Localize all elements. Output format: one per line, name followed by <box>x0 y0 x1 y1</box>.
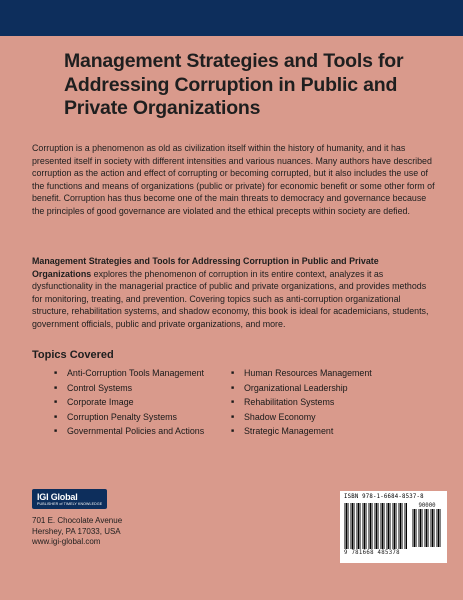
publisher-address <box>32 516 212 548</box>
barcode-bar <box>360 503 361 549</box>
topics-list-right <box>231 366 372 439</box>
topic-item: ■ Anti-Corruption Tools Management <box>54 366 204 381</box>
barcode-bar <box>358 503 360 549</box>
barcode-main-bars <box>344 503 408 549</box>
barcode-bar <box>348 503 349 549</box>
barcode-bar <box>354 503 355 549</box>
topic-item: ■ Strategic Management <box>231 424 372 439</box>
barcode-bar <box>382 503 384 549</box>
topics-heading: Topics Covered <box>32 349 114 361</box>
address-line-1: 701 E. Chocolate Avenue <box>32 516 123 525</box>
publisher-logo-text: IGI Global <box>37 492 78 502</box>
topic-item: ■ Control Systems <box>54 381 204 396</box>
barcode-bar <box>418 509 419 547</box>
barcode-bar <box>398 503 399 549</box>
barcode-bar <box>388 503 390 549</box>
barcode-bar <box>438 509 440 547</box>
barcode-bar <box>390 503 391 549</box>
top-color-band <box>0 0 463 36</box>
barcode-bar <box>424 509 425 547</box>
address-line-2: Hershey, PA 17033, USA <box>32 526 121 536</box>
barcode-bar <box>386 503 387 549</box>
barcode-bar <box>412 509 413 547</box>
barcode-bar <box>422 509 423 547</box>
barcode-bar <box>426 509 428 547</box>
barcode-bar <box>402 503 403 549</box>
ean-number: 9 781668 485378 <box>344 550 400 556</box>
barcode-bar <box>344 503 345 549</box>
barcode-bars <box>344 503 443 549</box>
topic-item: ■ Corruption Penalty Systems <box>54 410 204 425</box>
barcode-bar <box>416 509 417 547</box>
barcode-bar <box>374 503 375 549</box>
barcode-box <box>340 491 447 563</box>
barcode-bar <box>406 503 408 549</box>
description-paragraph-2 <box>32 255 437 331</box>
publisher-logo <box>32 489 107 509</box>
barcode-bar <box>384 503 385 549</box>
barcode-bar <box>364 503 366 549</box>
barcode-bar <box>368 503 369 549</box>
barcode-bar <box>396 503 397 549</box>
barcode-addon-number: 90000 <box>418 503 436 509</box>
description-paragraph-1: Corruption is a phenomenon as old as civilization itself within the history of humanity, and it has presented itself in society with different intensities and various nuances. Many authors have described corruption as the action and effect of corrupting or becoming corrupted, but it also includes the use of the functions and means of organizations (public or private) for economic benefit or some other form of benefit. Corruption has thus become one of the main threats to democracy and governance because the principles of good governance are violated and the ethical precepts within society are defied. <box>32 143 435 216</box>
barcode-addon-bars <box>412 509 442 547</box>
topic-item: ■ Corporate Image <box>54 395 204 410</box>
barcode-bar <box>404 503 405 549</box>
barcode-bar <box>380 503 381 549</box>
barcode-bar <box>414 509 416 547</box>
topic-item: ■ Governmental Policies and Actions <box>54 424 204 439</box>
barcode-bar <box>346 503 348 549</box>
barcode-bar <box>372 503 373 549</box>
topic-item: ■ Shadow Economy <box>231 410 372 425</box>
barcode-bar <box>394 503 396 549</box>
barcode-bar <box>436 509 437 547</box>
barcode-bar <box>356 503 357 549</box>
topic-item: ■ Human Resources Management <box>231 366 372 381</box>
barcode-bar <box>370 503 372 549</box>
barcode-bar <box>400 503 402 549</box>
barcode-bar <box>432 509 434 547</box>
barcode-addon <box>412 503 442 547</box>
barcode-bar <box>392 503 393 549</box>
publisher-website: www.igi-global.com <box>32 537 101 546</box>
barcode-bar <box>420 509 422 547</box>
barcode-bar <box>352 503 354 549</box>
barcode-bar <box>430 509 431 547</box>
topic-item: ■ Organizational Leadership <box>231 381 372 396</box>
book-title: Management Strategies and Tools for Addressing Corruption in Public and Private Organizations <box>64 50 404 119</box>
publisher-logo-tagline: PUBLISHER of TIMELY KNOWLEDGE <box>37 502 103 506</box>
barcode-bar <box>428 509 429 547</box>
barcode-bar <box>434 509 435 547</box>
book-title-bold: Management Strategies and Tools for Addressing Corruption in Public and Private Organizations <box>32 256 379 279</box>
barcode-bar <box>378 503 379 549</box>
barcode-bar <box>440 509 441 547</box>
barcode-bar <box>362 503 363 549</box>
paragraph-2-text: explores the phenomenon of corruption in its entire context, analyzes it as dysfunctionality in the managerial practice of public and private organizations, and provides methods for monitoring, treating, and prevention. Covering topics such as anti-corruption organizational structure, rehabilitation systems, and shadow economy, this book is ideal for academicians, students, government officials, public and private organizations, and more. <box>32 268 429 329</box>
barcode-bar <box>366 503 367 549</box>
topics-list-left <box>54 366 204 439</box>
barcode-bar <box>376 503 378 549</box>
topic-item: ■ Rehabilitation Systems <box>231 395 372 410</box>
publisher-block <box>32 489 212 548</box>
isbn-text: ISBN 978-1-6684-8537-8 <box>344 494 424 500</box>
barcode-bar <box>350 503 351 549</box>
